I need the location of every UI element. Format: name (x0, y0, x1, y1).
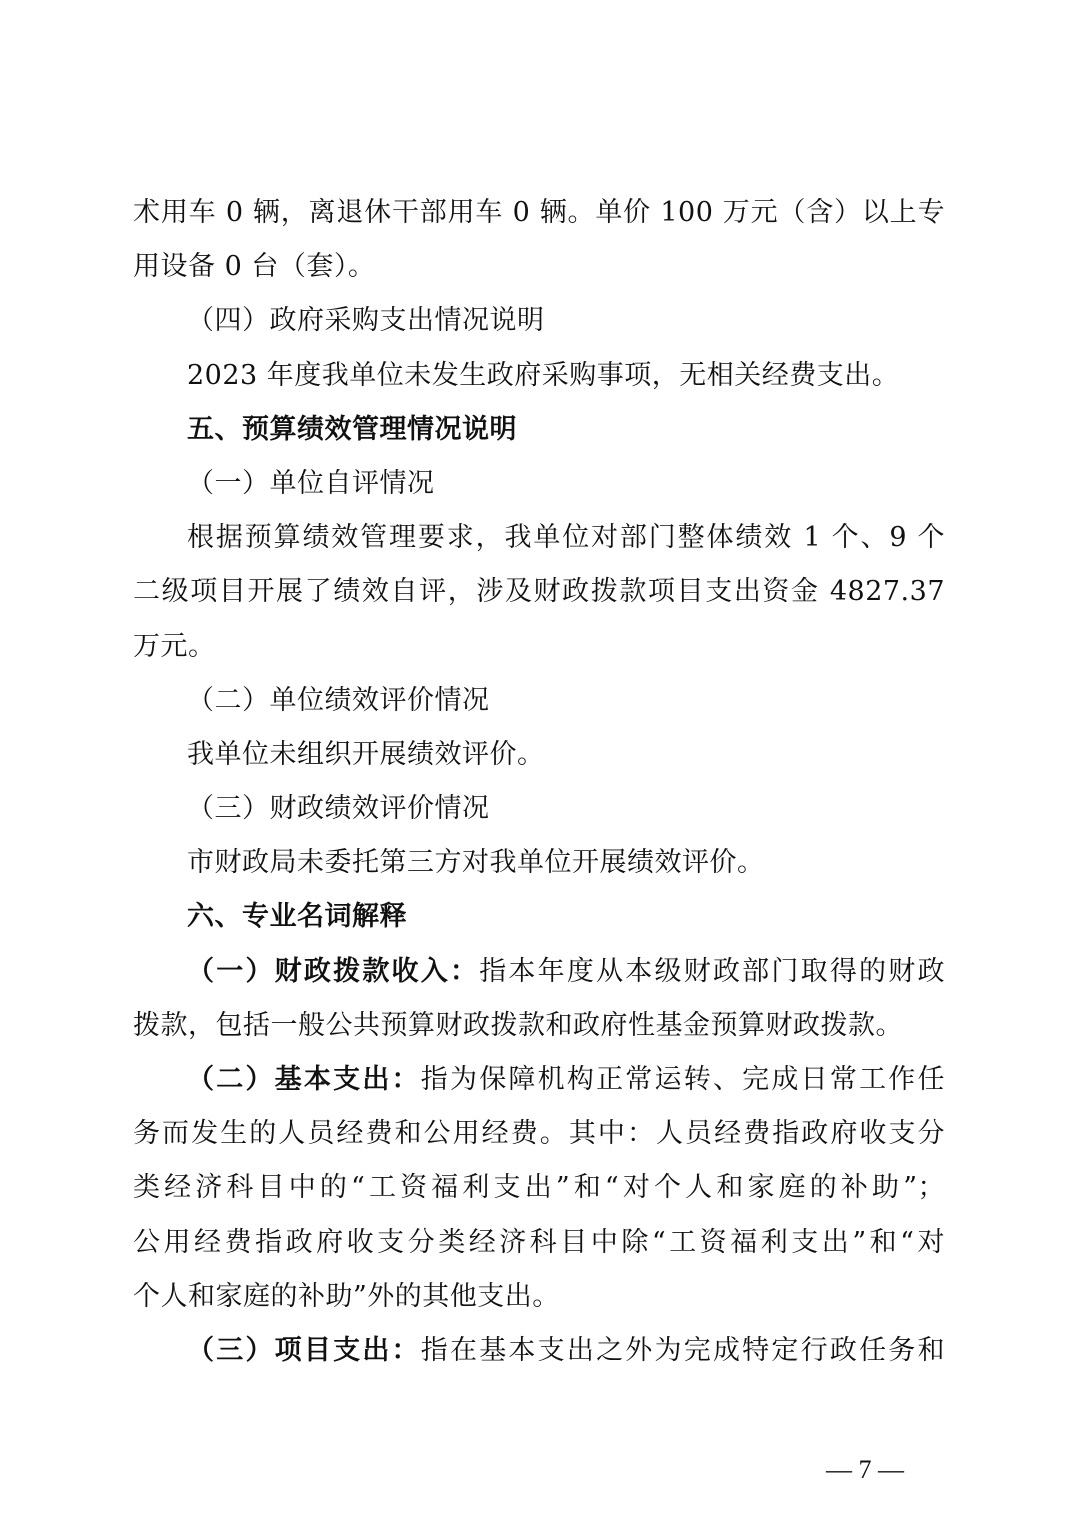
term-label: （三）项目支出： (187, 1334, 421, 1366)
paragraph-line (133, 1216, 945, 1270)
line-text: 拨款，包括一般公共预算财政拨款和政府性基金预算财政拨款。 (133, 1009, 903, 1041)
paragraph-line (133, 728, 945, 782)
paragraph-line (133, 457, 945, 511)
line-text: 务而发生的人员经费和公用经费。其中：人员经费指政府收支分 (133, 1118, 945, 1150)
paragraph-line (133, 240, 945, 294)
line-text: 指本年度从本级财政部门取得的财政 (479, 955, 946, 987)
section-heading (133, 890, 945, 944)
line-text: 二级项目开展了绩效自评，涉及财政拨款项目支出资金 4827.37 (133, 576, 945, 608)
line-text: （一）单位自评情况 (187, 467, 435, 499)
line-text: 指在基本支出之外为完成特定行政任务和 (420, 1334, 946, 1366)
line-text: （二）单位绩效评价情况 (187, 684, 490, 716)
term-label: （二）基本支出： (187, 1064, 421, 1095)
section-heading (133, 403, 945, 457)
paragraph-line (133, 782, 945, 836)
line-text: 公用经费指政府收支分类经济科目中除“工资福利支出”和“对 (133, 1226, 945, 1258)
line-text: 六、专业名词解释 (187, 901, 407, 933)
line-text: 个人和家庭的补助”外的其他支出。 (133, 1280, 560, 1312)
line-text: 类经济科目中的“工资福利支出”和“对个人和家庭的补助”； (133, 1172, 945, 1204)
paragraph-line (133, 1324, 945, 1378)
line-text: （四）政府采购支出情况说明 (187, 305, 545, 337)
line-text: 我单位未组织开展绩效评价。 (187, 738, 545, 770)
paragraph-line (133, 836, 945, 890)
paragraph-line (133, 674, 945, 728)
paragraph-line (133, 1107, 945, 1161)
line-text: 五、预算绩效管理情况说明 (187, 413, 517, 445)
line-text: （三）财政绩效评价情况 (187, 793, 490, 825)
paragraph-line (133, 186, 945, 240)
paragraph-line (133, 1053, 945, 1107)
paragraph-line (133, 1161, 945, 1215)
line-text: 市财政局未委托第三方对我单位开展绩效评价。 (187, 847, 765, 879)
line-text: 根据预算绩效管理要求，我单位对部门整体绩效 1 个、9 个 (187, 522, 945, 554)
paragraph-line (133, 999, 945, 1053)
line-text: 术用车 0 辆，离退休干部用车 0 辆。单价 100 万元（含）以上专 (133, 197, 945, 228)
line-text: 用设备 0 台（套）。 (133, 251, 376, 283)
line-text: 万元。 (133, 630, 216, 662)
paragraph-line (133, 945, 945, 999)
paragraph-line (133, 349, 945, 403)
line-text: 2023 年度我单位未发生政府采购事项，无相关经费支出。 (187, 359, 900, 391)
paragraph-line (133, 565, 945, 619)
paragraph-line (133, 1270, 945, 1324)
paragraph-line (133, 620, 945, 674)
document-body (133, 186, 945, 1378)
line-text: 指为保障机构正常运转、完成日常工作任 (420, 1064, 946, 1095)
paragraph-line (133, 511, 945, 565)
paragraph-line (133, 294, 945, 348)
term-label: （一）财政拨款收入： (187, 955, 480, 987)
page-number: — 7 — (826, 1455, 904, 1484)
